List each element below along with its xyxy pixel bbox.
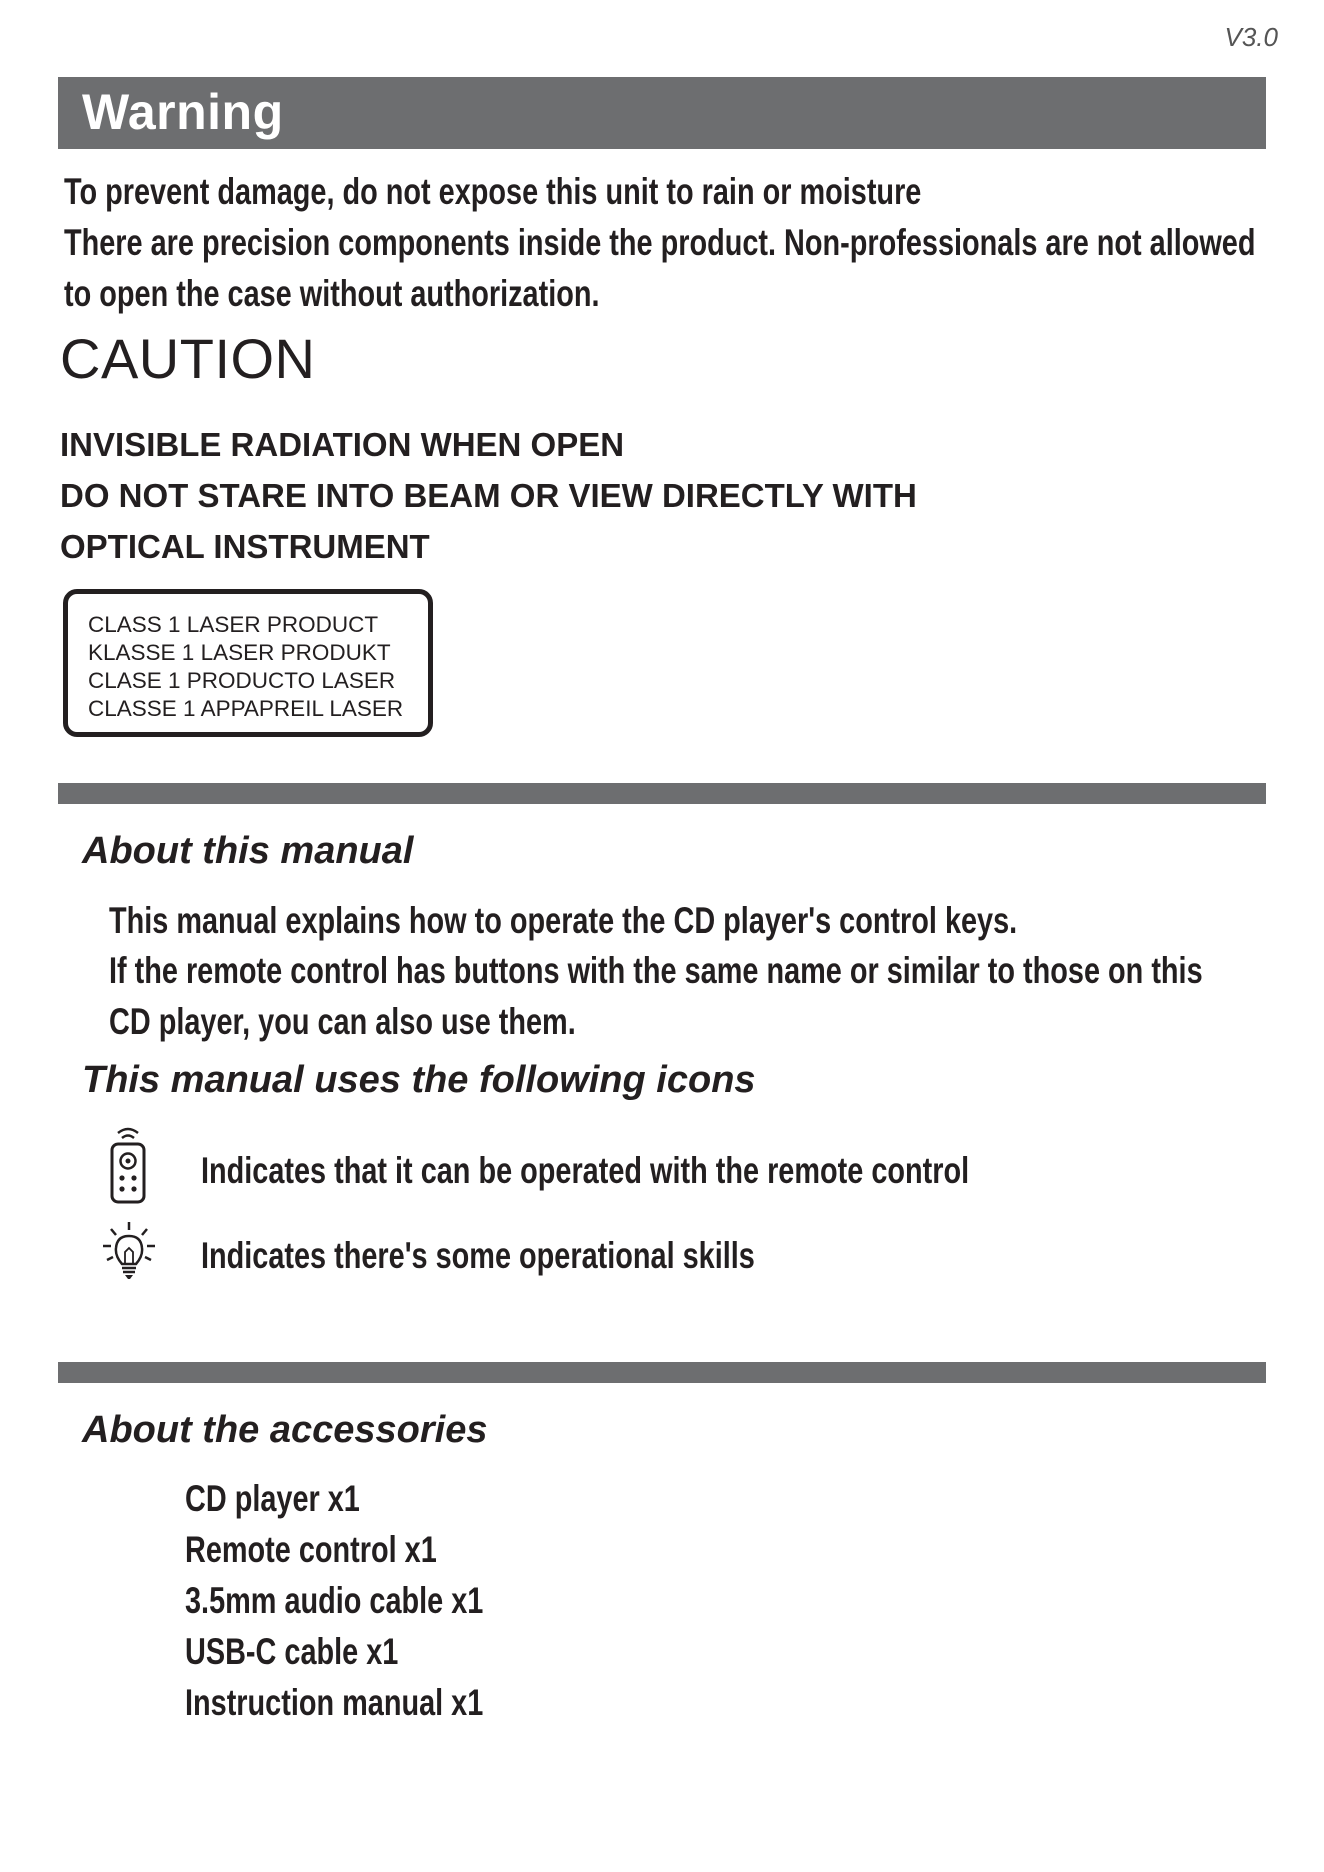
accessory-item: USB-C cable x1: [185, 1631, 399, 1672]
about-manual-line-2: If the remote control has buttons with the same name or similar to those on this: [109, 950, 1203, 991]
warning-banner: [58, 77, 1266, 149]
warning-title: Warning: [82, 84, 284, 140]
accessory-item: Instruction manual x1: [185, 1682, 484, 1723]
about-manual-line-3: CD player, you can also use them.: [109, 1001, 576, 1042]
about-manual-heading: About this manual: [82, 830, 414, 872]
accessory-item: Remote control x1: [185, 1529, 437, 1570]
caution-line-1: INVISIBLE RADIATION WHEN OPEN: [60, 426, 625, 463]
remote-icon-description: Indicates that it can be operated with the remote control: [201, 1150, 970, 1191]
laser-label-line: KLASSE 1 LASER PRODUKT: [88, 640, 391, 665]
warning-line-1: To prevent damage, do not expose this unit to rain or moisture: [64, 171, 922, 212]
section-divider: [58, 783, 1266, 804]
warning-line-3: to open the case without authorization.: [64, 273, 600, 314]
accessories-heading: About the accessories: [82, 1409, 488, 1451]
remote-control-icon: [106, 1125, 150, 1210]
section-divider: [58, 1362, 1266, 1383]
warning-line-2: There are precision components inside the product. Non-professionals are not allowed: [64, 222, 1256, 263]
caution-line-2: DO NOT STARE INTO BEAM OR VIEW DIRECTLY WITH: [60, 477, 917, 514]
icons-heading: This manual uses the following icons: [82, 1059, 756, 1101]
caution-line-3: OPTICAL INSTRUMENT: [60, 528, 430, 565]
about-manual-line-1: This manual explains how to operate the CD player's control keys.: [109, 900, 1018, 941]
version-label: V3.0: [1224, 22, 1278, 52]
lightbulb-icon-description: Indicates there's some operational skills: [201, 1235, 755, 1276]
accessory-item: 3.5mm audio cable x1: [185, 1580, 484, 1621]
caution-title: CAUTION: [60, 327, 316, 390]
accessory-item: CD player x1: [185, 1478, 360, 1519]
laser-label-line: CLASE 1 PRODUCTO LASER: [88, 668, 396, 693]
laser-label-line: CLASS 1 LASER PRODUCT: [88, 612, 379, 637]
lightbulb-icon: [101, 1220, 157, 1287]
laser-class-label: [63, 589, 433, 737]
laser-label-line: CLASSE 1 APPAPREIL LASER: [88, 696, 404, 721]
